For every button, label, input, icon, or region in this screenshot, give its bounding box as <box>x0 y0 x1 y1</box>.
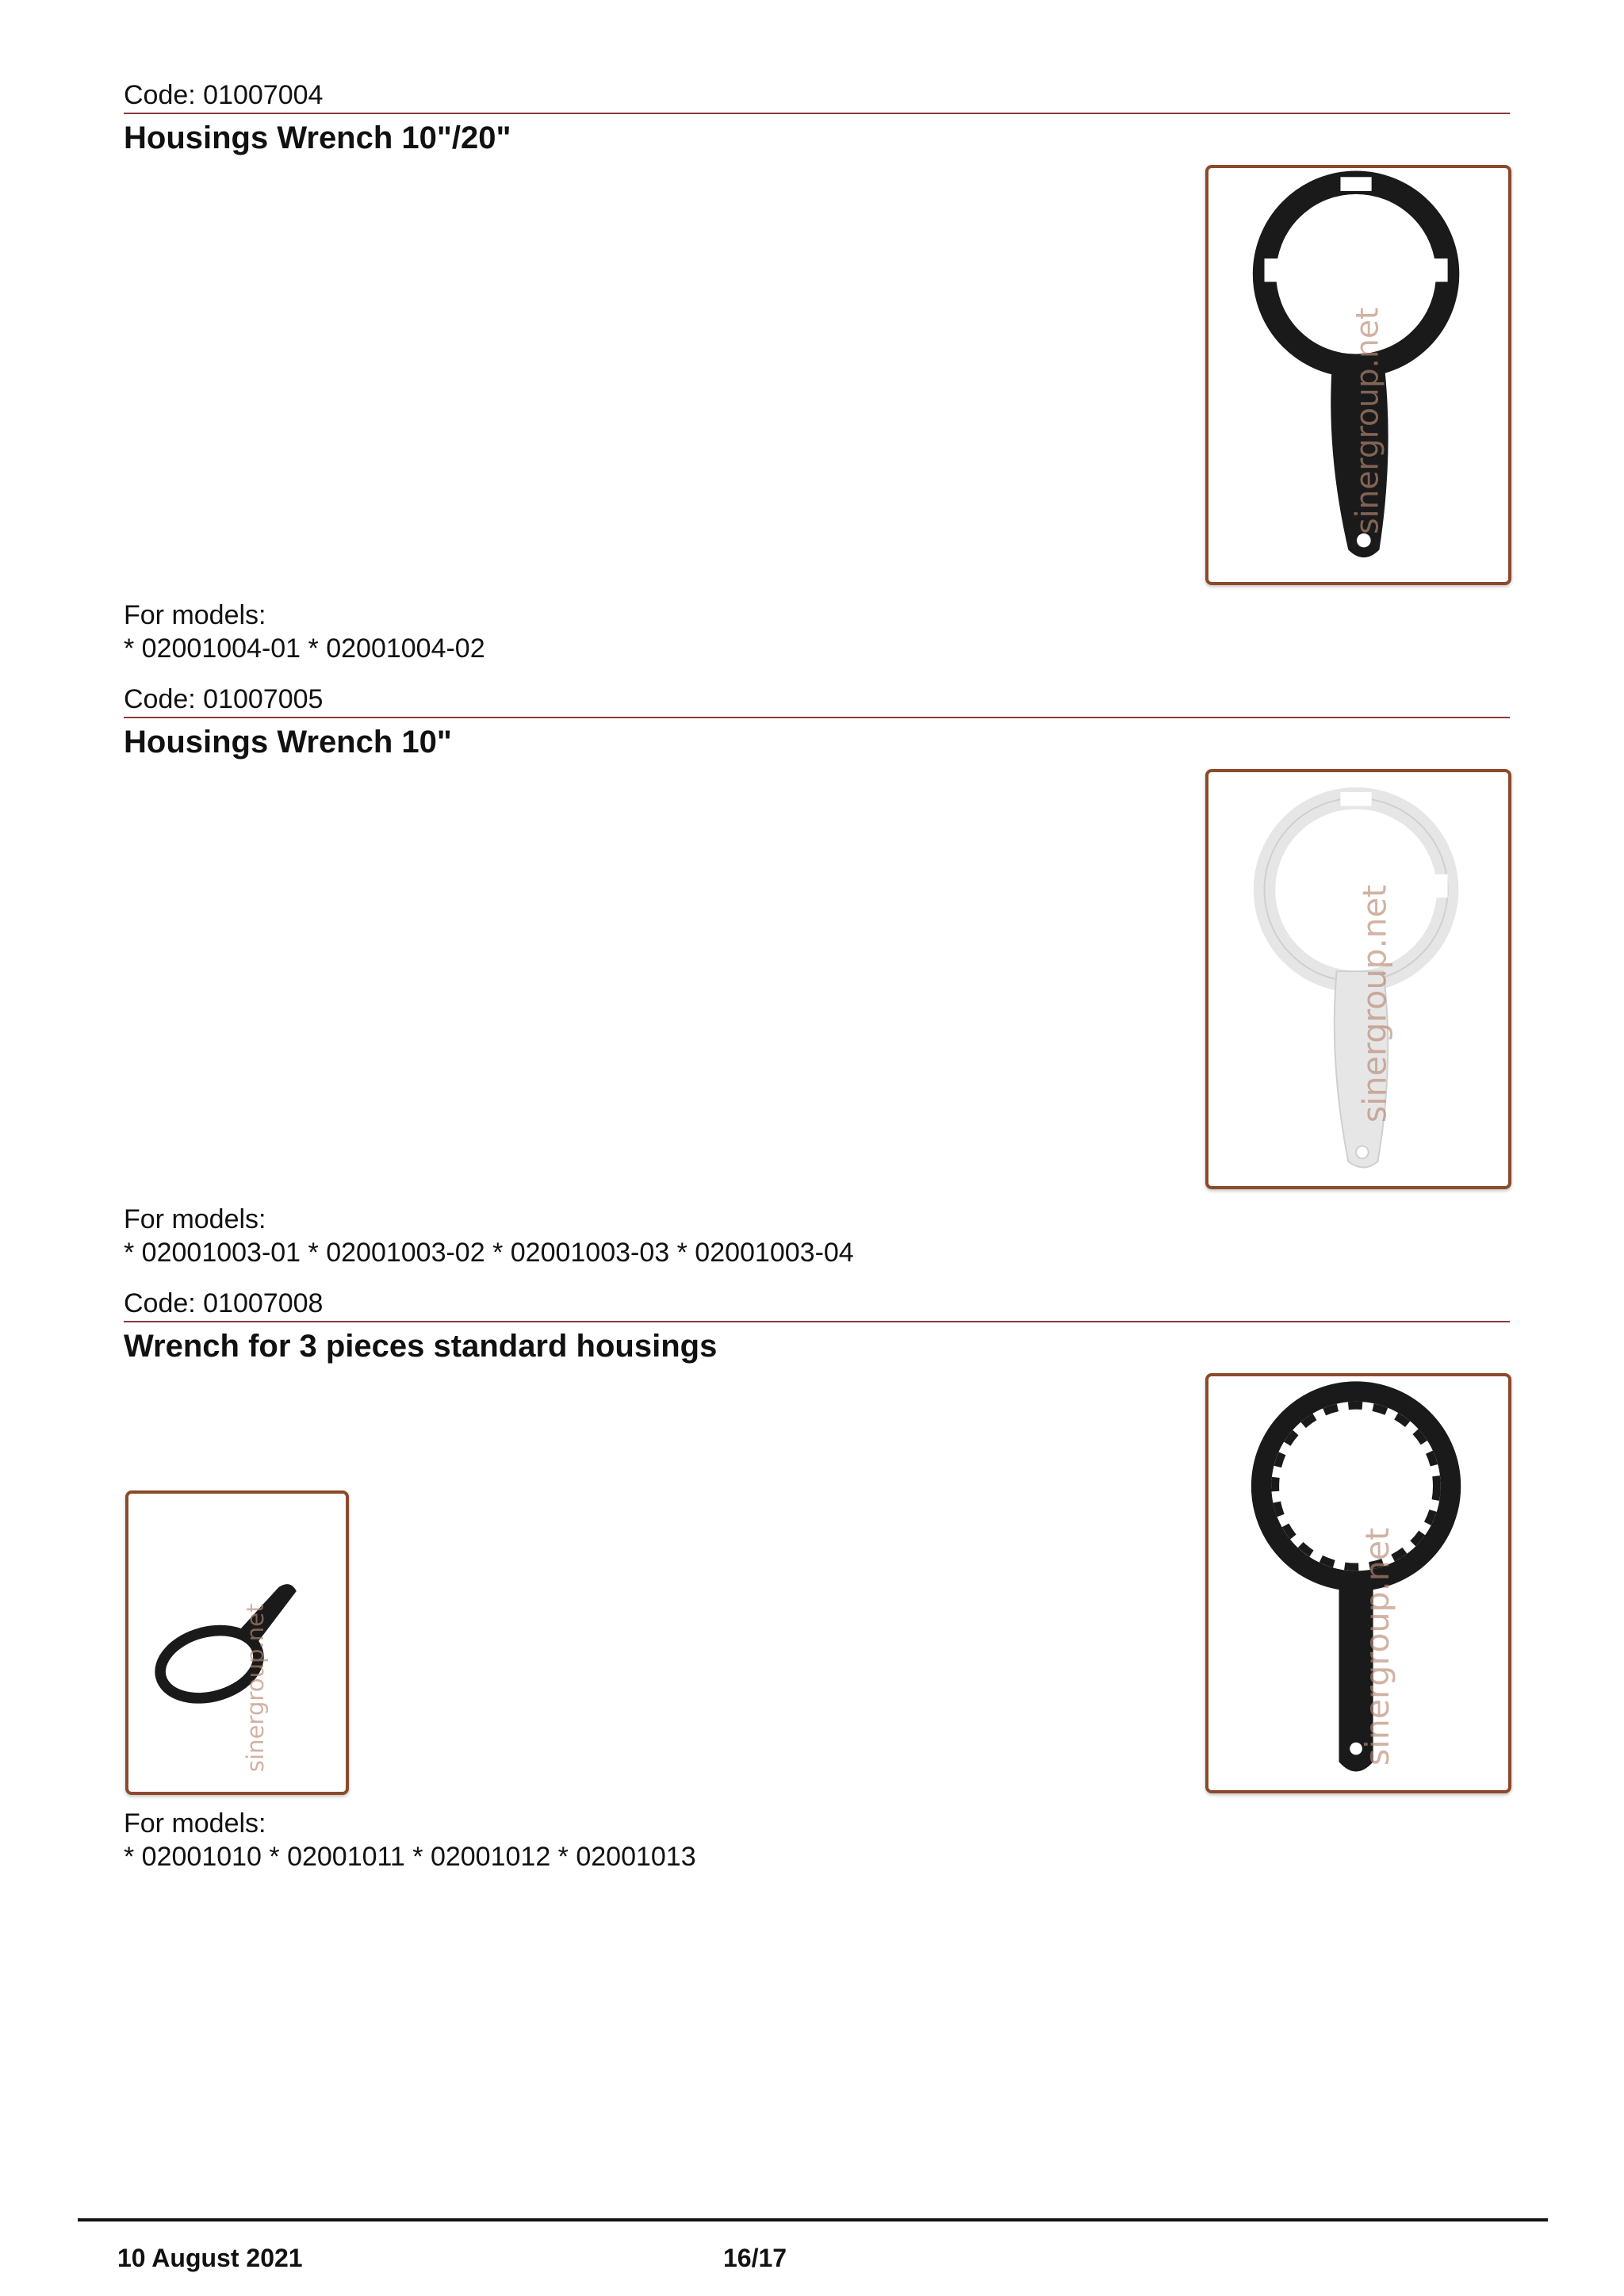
product-title: Wrench for 3 pieces standard housings <box>124 1329 718 1364</box>
product-title: Housings Wrench 10" <box>124 725 452 760</box>
product-image-thumbnail-wrench <box>125 1490 349 1795</box>
product-title: Housings Wrench 10"/20" <box>124 121 511 155</box>
models-list: * 02001010 * 02001011 * 02001012 * 02001013 <box>124 1842 696 1872</box>
wrench-black-large-image <box>1208 1376 1508 1790</box>
footer-rule <box>78 2218 1548 2221</box>
product-image-black-wrench-10-20 <box>1205 165 1511 585</box>
product-code: Code: 01007004 <box>124 79 1510 114</box>
watermark-text: sinergroup.net <box>1350 307 1386 534</box>
models-list: * 02001003-01 * 02001003-02 * 02001003-03 * 02001003-04 <box>124 1238 854 1268</box>
footer-date: 10 August 2021 <box>117 2244 303 2272</box>
watermark-text: sinergroup.net <box>1355 884 1394 1123</box>
watermark-text: sinergroup.net <box>242 1603 270 1773</box>
watermark-text: sinergroup.net <box>1358 1527 1397 1766</box>
models-label: For models: <box>124 600 266 630</box>
product-image-white-wrench-10 <box>1205 769 1511 1189</box>
product-image-black-wrench-3-pieces <box>1205 1373 1511 1793</box>
models-list: * 02001004-01 * 02001004-02 <box>124 633 485 664</box>
models-label: For models: <box>124 1808 266 1839</box>
wrench-small-image <box>128 1494 346 1792</box>
wrench-white-image <box>1208 772 1508 1186</box>
product-code: Code: 01007008 <box>124 1288 1510 1322</box>
models-label: For models: <box>124 1204 266 1234</box>
footer-page-number: 16/17 <box>723 2244 787 2272</box>
wrench-black-image <box>1208 168 1508 582</box>
product-code: Code: 01007005 <box>124 683 1510 718</box>
